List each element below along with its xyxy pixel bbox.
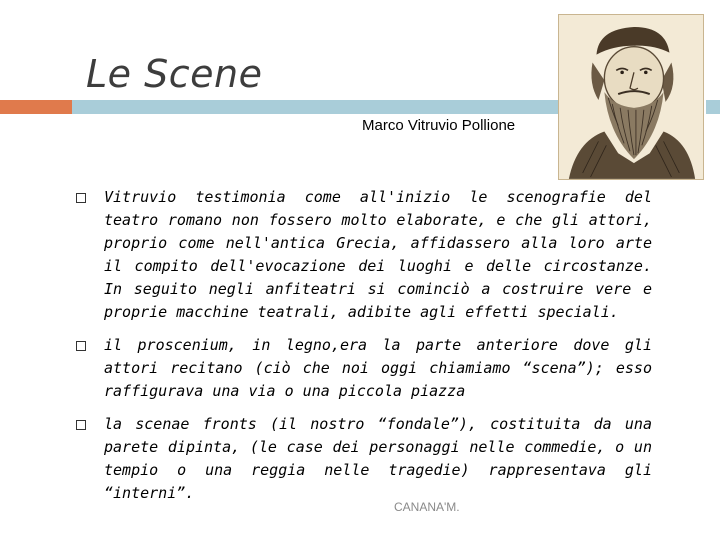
portrait-caption: Marco Vitruvio Pollione (362, 117, 516, 134)
accent-bar-right (706, 100, 720, 114)
bullet-text: Vitruvio testimonia come all'inizio le scenografie del teatro romano non fossero molto elaborate, e che gli attori, proprio come nell'antica Grecia, affidassero alla loro arte il compito dell'evocazione dei luoghi e delle circostanze. In seguito negli anfiteatri si cominciò a costruire vere e proprie macchine teatrali, adibite agli effetti speciali. (104, 188, 652, 321)
bullet-text: la scenae fronts (il nostro “fondale”), costituita da una parete dipinta, (le case dei personaggi nelle commedie, o un tempio o una reggia nelle tragedie) rappresentava gli “interni”. (104, 415, 652, 502)
accent-bar-left (0, 100, 72, 114)
square-bullet-icon (76, 341, 86, 351)
square-bullet-icon (76, 193, 86, 203)
bullet-item (76, 186, 652, 324)
bullet-text: il proscenium, in legno,era la parte anteriore dove gli attori recitano (ciò che noi oggi chiamiamo “scena”); esso raffigurava una via o una piccola piazza (104, 336, 652, 400)
bullet-item (76, 334, 652, 403)
accent-bar-main (72, 100, 560, 114)
footer-credit: CANANA'M. (394, 500, 460, 514)
slide-title: Le Scene (86, 52, 263, 96)
bullet-list (76, 186, 652, 515)
bullet-item (76, 413, 652, 505)
portrait-image (558, 14, 704, 180)
square-bullet-icon (76, 420, 86, 430)
